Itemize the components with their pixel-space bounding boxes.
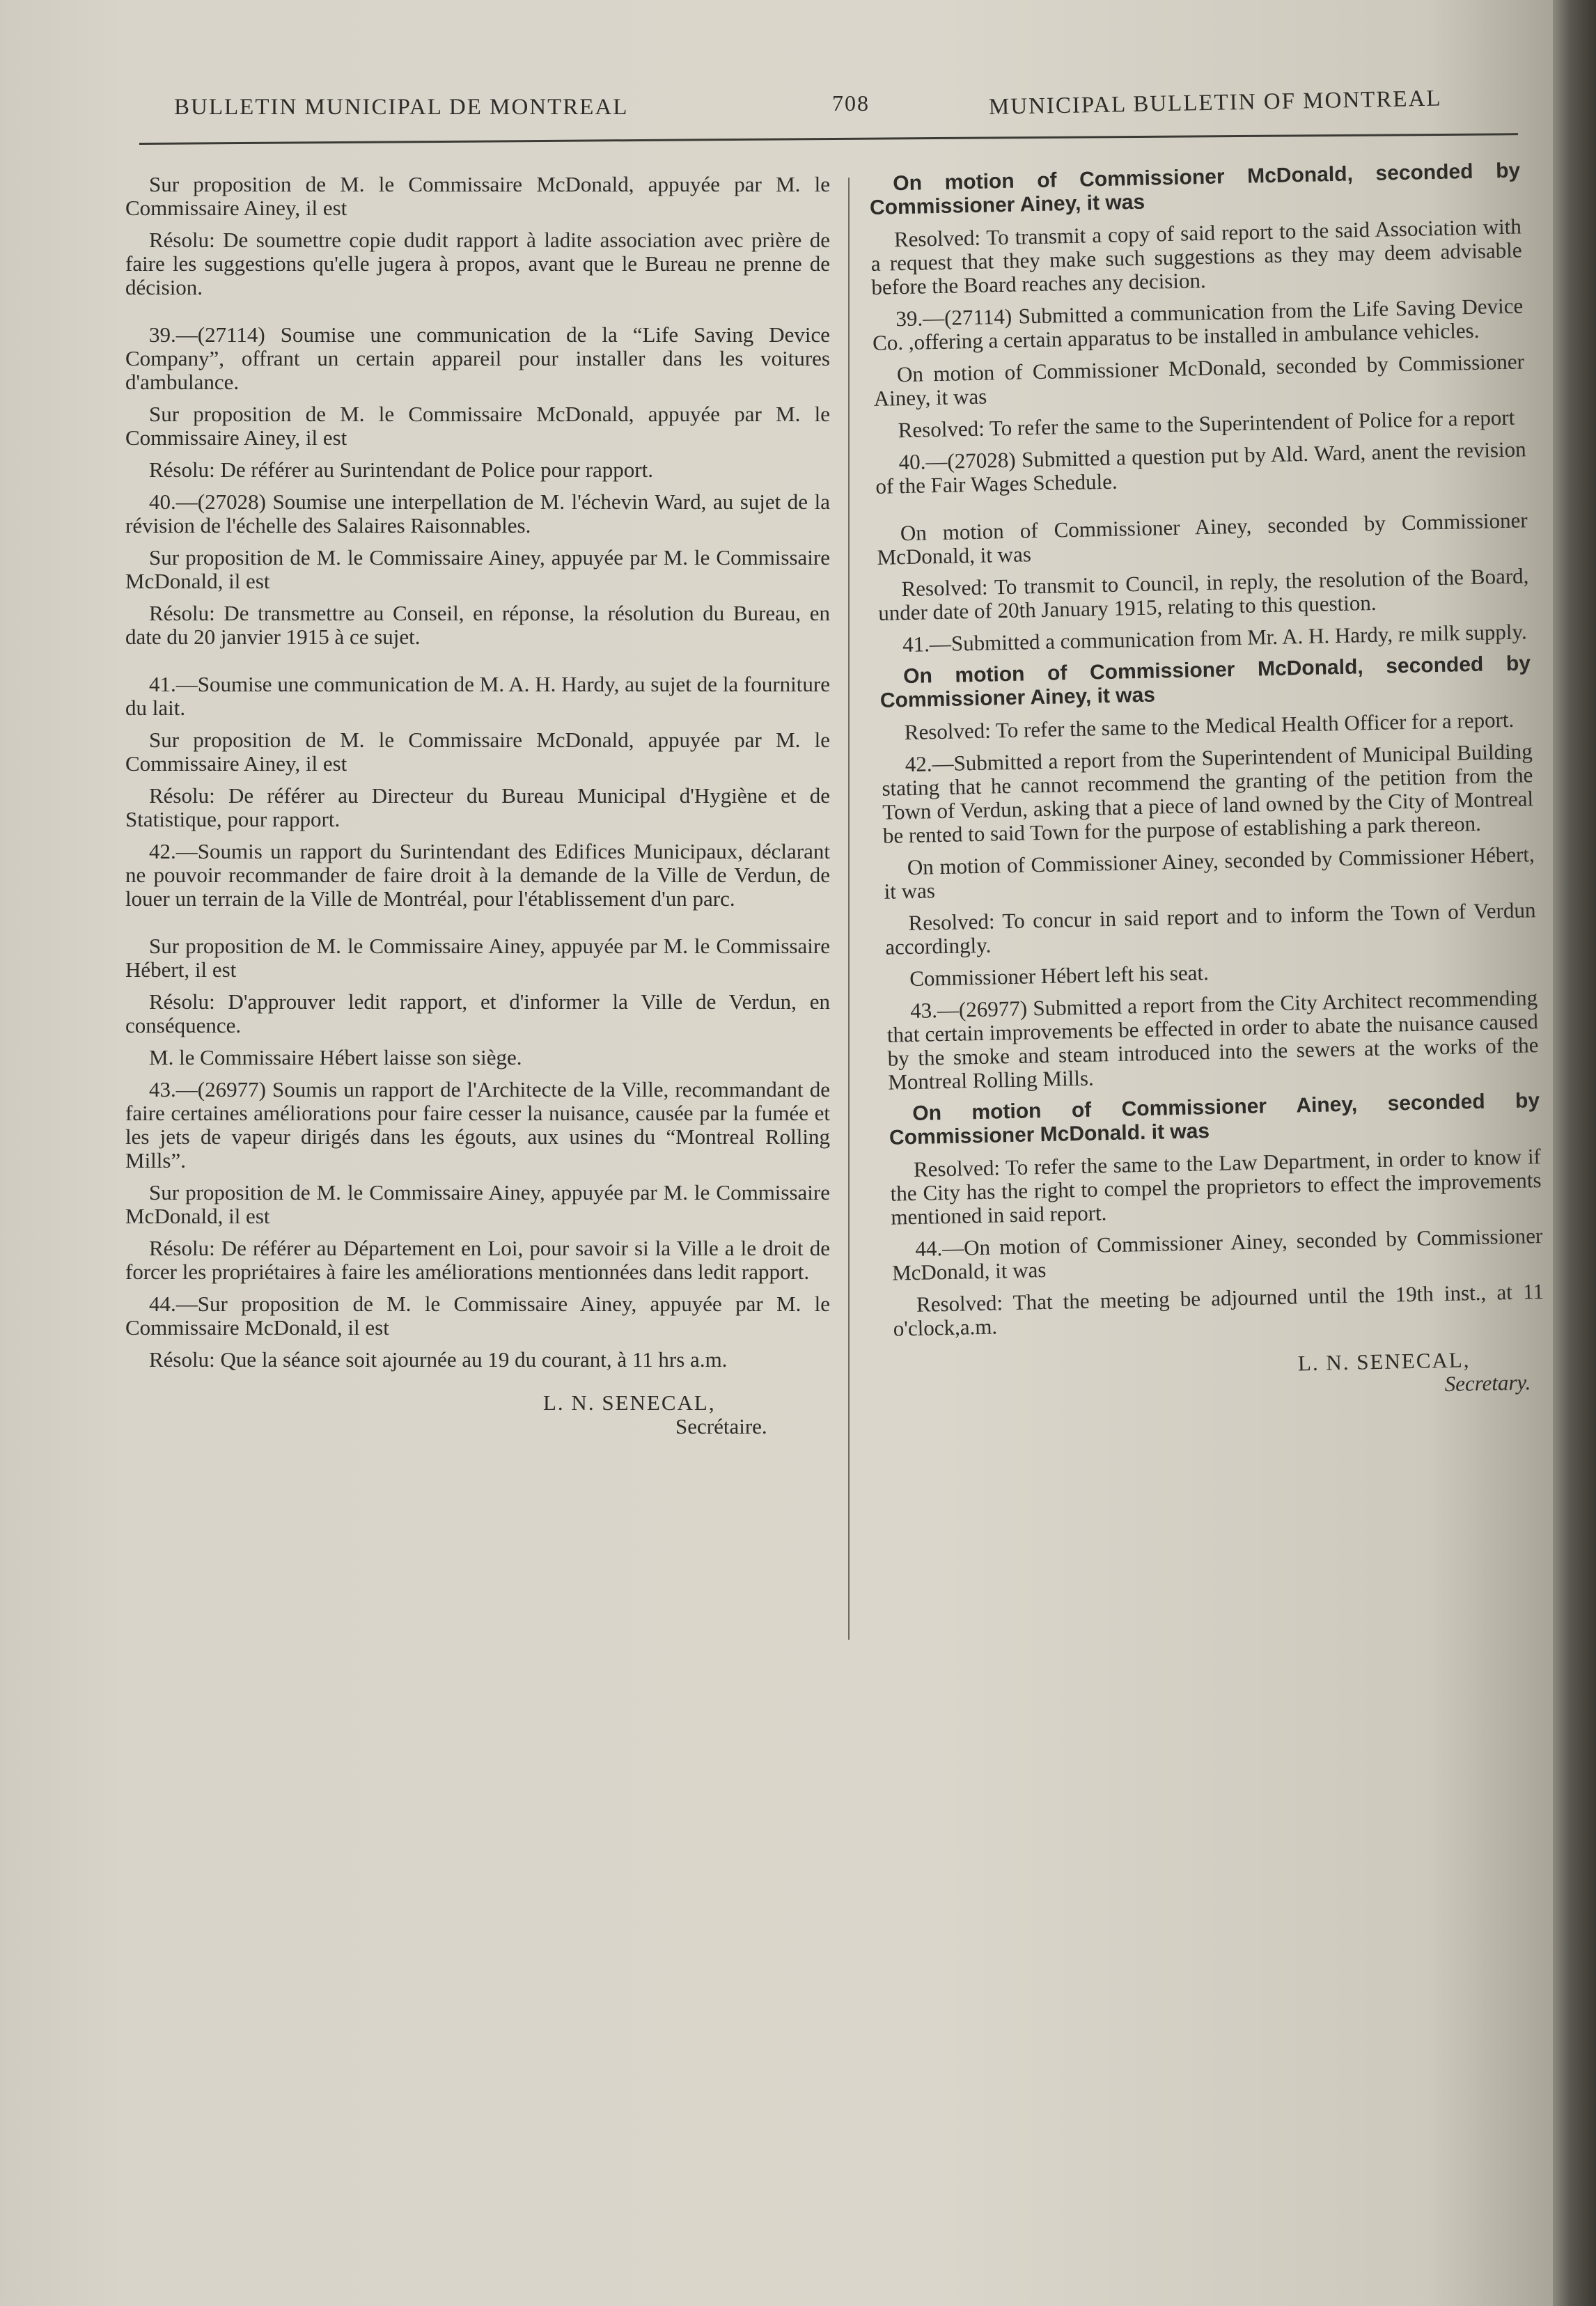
signature-name: L. N. SENECAL,	[543, 1390, 716, 1415]
paragraph: Resolved: To transmit to Council, in reply, the resolution of the Board, under date of 20th January 1915, relating to this question.	[877, 563, 1529, 625]
paragraph: Résolu: De référer au Surintendant de Police pour rapport.	[149, 457, 653, 482]
signature-title: Secretary.	[1444, 1370, 1531, 1397]
paragraph: Resolved: That the meeting be adjourned until the 19th inst., at 11 o'clock,a.m.	[893, 1279, 1544, 1341]
paragraph: Resolved: To transmit a copy of said report to the said Association with a request that they make such suggestions as they may deem advisable before the Board reaches any decision.	[870, 214, 1522, 299]
paragraph: 40.—(27028) Submitted a question put by Ald. Ward, anent the revision of the Fair Wages Schedule.	[875, 437, 1526, 499]
paragraph: On motion of Commissioner Ainey, seconded by Commissioner McDonald, it was	[877, 508, 1528, 570]
english-column	[869, 159, 1546, 1407]
paragraph: 42.—Submitted a report from the Superintendent of Municipal Building stating that he cannot recommend the granting of the petition from the Town of Verdun, asking that a piece of land owned by the City of Montreal be rented to said Town for the purpose of establishing a park thereon.	[882, 739, 1534, 848]
french-column	[125, 173, 830, 1438]
paragraph: 43.—(26977) Soumis un rapport de l'Architecte de la Ville, recommandant de faire certaines améliorations pour faire cesser la nuisance, causée par la fumée et les jets de vapeur dirigés dans les égouts, aux usines du “Montreal Rolling Mills”.	[125, 1077, 830, 1172]
paragraph: 43.—(26977) Submitted a report from the City Architect recommending that certain improvements be effected in order to abate the nuisance caused by the smoke and steam introduced into the sewers at the works of the Montreal Rolling Mills.	[886, 985, 1539, 1095]
header-title-french: BULLETIN MUNICIPAL DE MONTREAL	[174, 95, 629, 120]
paragraph: On motion of Commissioner McDonald, seconded by Commissioner Ainey, it was	[879, 652, 1531, 712]
paragraph: On motion of Commissioner Ainey, seconded by Commissioner McDonald. it was	[889, 1089, 1540, 1150]
paragraph: Sur proposition de M. le Commissaire McDonald, appuyée par M. le Commissaire Ainey, il est	[125, 402, 830, 450]
paragraph: Commissioner Hébert left his seat.	[909, 960, 1210, 991]
paragraph: 41.—Soumise une communication de M. A. H. Hardy, au sujet de la fourniture du lait.	[125, 672, 830, 720]
paragraph: 40.—(27028) Soumise une interpellation de M. l'échevin Ward, au sujet de la révision de l'échelle des Salaires Raisonnables.	[125, 489, 830, 538]
paragraph: 44.—Sur proposition de M. le Commissaire Ainey, appuyée par M. le Commissaire McDonald, il est	[125, 1292, 830, 1340]
paragraph: Sur proposition de M. le Commissaire Ainey, appuyée par M. le Commissaire McDonald, il est	[125, 545, 830, 593]
paragraph: Sur proposition de M. le Commissaire Ainey, appuyée par M. le Commissaire McDonald, il est	[125, 1180, 830, 1228]
paragraph: Résolu: D'approuver ledit rapport, et d'informer la Ville de Verdun, en conséquence.	[125, 989, 830, 1037]
page-number: 708	[832, 91, 870, 116]
paragraph: On motion of Commissioner McDonald, seconded by Commissioner Ainey, it was	[873, 349, 1525, 411]
paragraph: M. le Commissaire Hébert laisse son siège.	[149, 1045, 522, 1069]
page-header	[139, 86, 1518, 132]
paragraph: 41.—Submitted a communication from Mr. A. H. Hardy, re milk supply.	[902, 619, 1527, 657]
signature-title: Secrétaire.	[675, 1414, 767, 1438]
book-spine-edge	[1553, 0, 1596, 2306]
paragraph: Résolu: De transmettre au Conseil, en réponse, la résolution du Bureau, en date du 20 janvier 1915 à ce sujet.	[125, 601, 830, 649]
paragraph: 44.—On motion of Commissioner Ainey, seconded by Commissioner McDonald, it was	[891, 1223, 1543, 1285]
paragraph: Résolu: De référer au Directeur du Bureau Municipal d'Hygiène et de Statistique, pour rapport.	[125, 783, 830, 831]
paragraph: On motion of Commissioner Ainey, seconded by Commissioner Hébert, it was	[884, 842, 1535, 904]
paragraph: Resolved: To refer the same to the Superintendent of Police for a report	[898, 405, 1515, 443]
paragraph: Résolu: De référer au Département en Loi, pour savoir si la Ville a le droit de forcer les propriétaires à faire les améliorations mentionnées dans ledit rapport.	[125, 1236, 830, 1284]
paragraph: Résolu: De soumettre copie dudit rapport à ladite association avec prière de faire les suggestions qu'elle jugera à propos, avant que le Bureau ne prenne de décision.	[125, 228, 830, 299]
column-divider	[848, 178, 850, 1640]
paragraph: Résolu: Que la séance soit ajournée au 19 du courant, à 11 hrs a.m.	[149, 1347, 728, 1372]
paragraph: Resolved: To concur in said report and to inform the Town of Verdun accordingly.	[884, 897, 1536, 959]
paragraph: Sur proposition de M. le Commissaire Ainey, appuyée par M. le Commissaire Hébert, il est	[125, 934, 830, 982]
paragraph: Resolved: To refer the same to the Medical Health Officer for a report.	[904, 707, 1515, 745]
paragraph: 39.—(27114) Soumise une communication de la “Life Saving Device Company”, offrant un certain appareil pour installer dans les voitures d'ambulance.	[125, 322, 830, 394]
header-title-english: MUNICIPAL BULLETIN OF MONTREAL	[988, 86, 1442, 120]
paragraph: Sur proposition de M. le Commissaire McDonald, appuyée par M. le Commissaire Ainey, il est	[125, 728, 830, 776]
paragraph: Sur proposition de M. le Commissaire McDonald, appuyée par M. le Commissaire Ainey, il est	[125, 172, 830, 220]
paragraph: On motion of Commissioner McDonald, seconded by Commissioner Ainey, it was	[869, 159, 1521, 219]
signature-name: L. N. SENECAL,	[1297, 1347, 1471, 1376]
paragraph: Resolved: To refer the same to the Law Department, in order to know if the City has the right to compel the proprietors to effect the improvements mentioned in said report.	[890, 1144, 1542, 1230]
paragraph: 39.—(27114) Submitted a communication from the Life Saving Device Co. ,offering a certain apparatus to be installed in ambulance vehicles.	[872, 293, 1524, 355]
paragraph: 42.—Soumis un rapport du Surintendant des Edifices Municipaux, déclarant ne pouvoir recommander de faire droit à la demande de la Ville de Verdun, de louer un terrain de la Ville de Montréal, pour l'établissement d'un parc.	[125, 839, 830, 911]
